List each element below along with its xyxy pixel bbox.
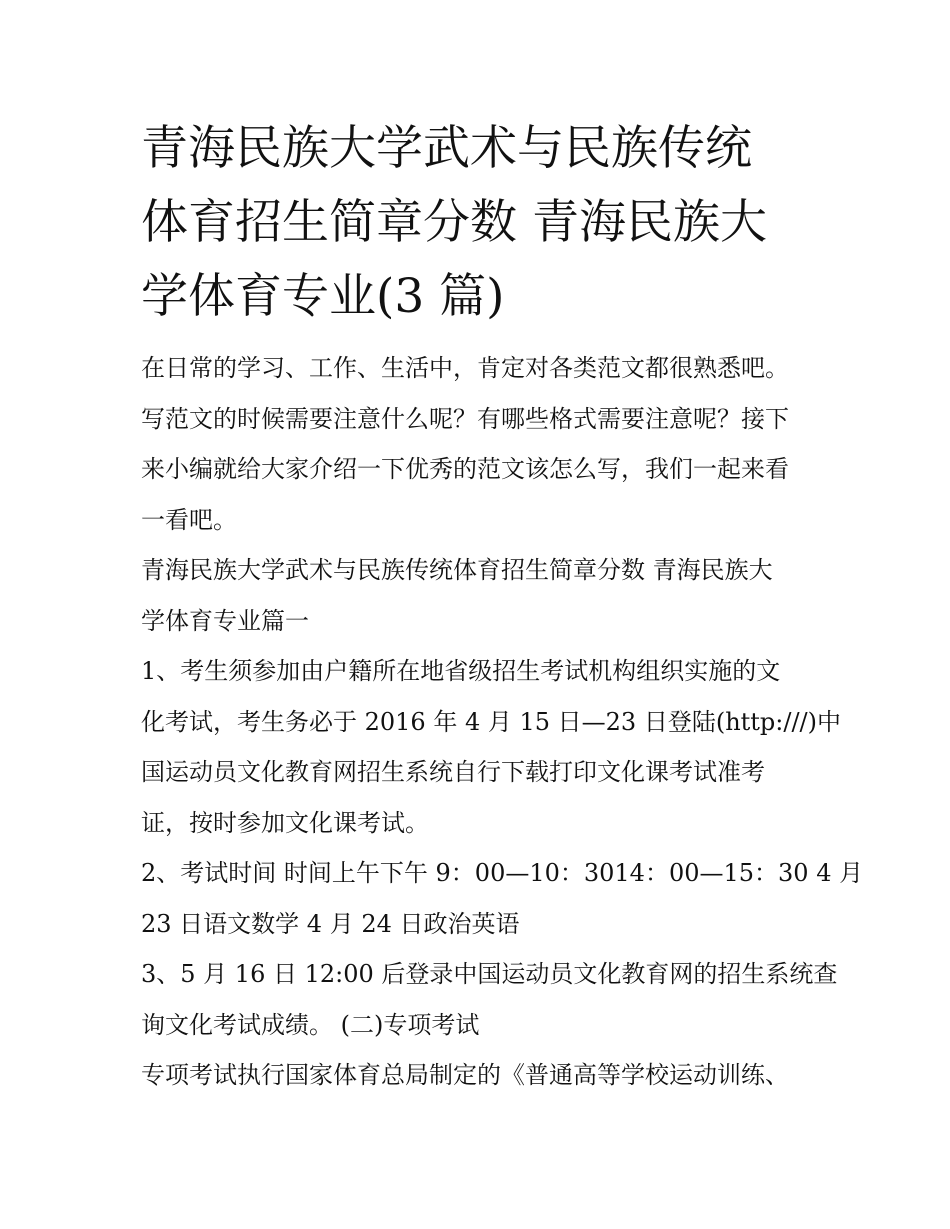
paragraph-line: 3、5 月 16 日 12:00 后登录中国运动员文化教育网的招生系统查 <box>141 960 838 988</box>
paragraph-line: 国运动员文化教育网招生系统自行下载打印文化课考试准考 <box>141 758 765 786</box>
paragraph-line: 写范文的时候需要注意什么呢？有哪些格式需要注意呢？接下 <box>141 404 789 433</box>
item-1-paragraph <box>141 646 842 848</box>
section-heading-paragraph <box>141 545 816 646</box>
paragraph-line: 证，按时参加文化课考试。 <box>141 808 429 837</box>
document-page <box>141 112 864 1101</box>
paragraph-line: 来小编就给大家介绍一下优秀的范文该怎么写，我们一起来看 <box>141 455 789 483</box>
paragraph-line: 在日常的学习、工作、生活中，肯定对各类范文都很熟悉吧。 <box>141 354 789 382</box>
special-exam-paragraph <box>141 1050 816 1101</box>
paragraph-line: 专项考试执行国家体育总局制定的《普通高等学校运动训练、 <box>141 1061 789 1089</box>
document-title <box>141 112 816 334</box>
paragraph-line: 1、考生须参加由户籍所在地省级招生考试机构组织实施的文 <box>141 657 781 685</box>
paragraph-line: 学体育专业篇一 <box>141 606 309 635</box>
title-line: 学体育专业(3 篇) <box>141 269 505 324</box>
paragraph-line: 青海民族大学武术与民族传统体育招生简章分数 青海民族大 <box>141 556 773 584</box>
item-2-paragraph <box>141 848 864 949</box>
paragraph-line: 23 日语文数学 4 月 24 日政治英语 <box>141 909 520 938</box>
paragraph-line: 化考试，考生务必于 2016 年 4 月 15 日—23 日登陆(http:///)中 <box>141 707 842 736</box>
paragraph-line: 一看吧。 <box>141 505 237 534</box>
item-3-paragraph <box>141 949 838 1050</box>
intro-paragraph <box>141 343 816 545</box>
title-line: 青海民族大学武术与民族传统 <box>141 121 752 176</box>
paragraph-line: 询文化考试成绩。 (二)专项考试 <box>141 1010 480 1039</box>
title-line: 体育招生简章分数 青海民族大 <box>141 195 767 250</box>
paragraph-line: 2、考试时间 时间上午下午 9：00—10：3014：00—15：30 4 月 <box>141 859 864 887</box>
